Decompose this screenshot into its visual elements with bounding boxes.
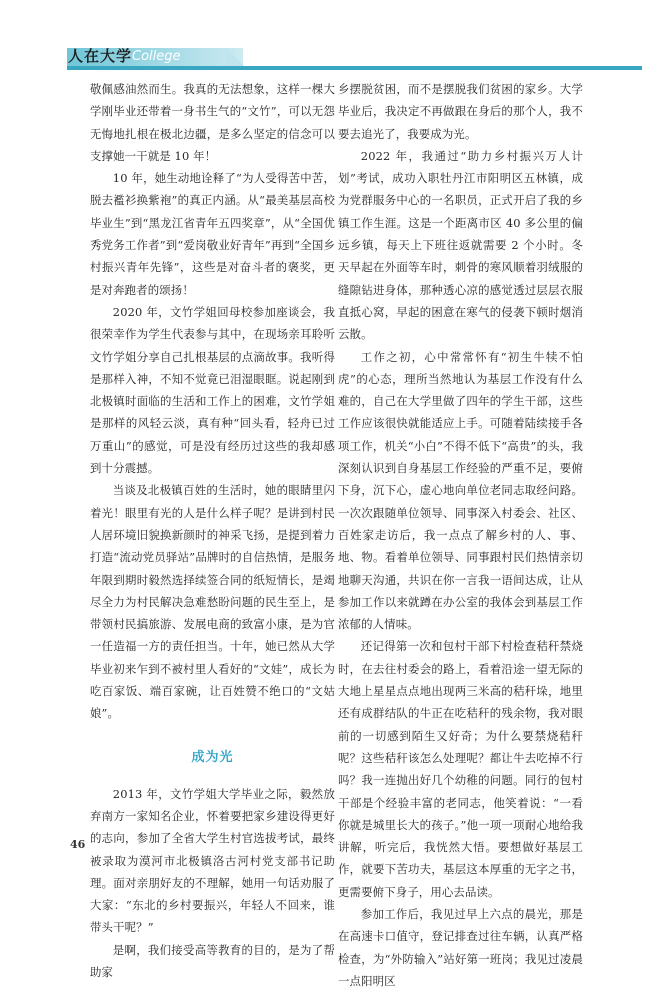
paragraph: 是啊，我们接受高等教育的目的，是为了帮助家 <box>90 942 335 979</box>
paragraph: 工作之初，心中常常怀有“初生牛犊不怕虎”的心态，理所当然地认为基层工作没有什么难的，自己在大学里做了四年的学生干部，这些工作应该很快就能适应上手。可随着陆续接手各项工作，机关“小白”不得不低下“高贵”的头，我深刻认识到自身基层工作经验的严重不足，要俯下身，沉下心，虚心地向单位老同志取经问路。一次次跟随单位领导、同事深入村委会、社区、百姓家走访后，我一点点了解乡村的人、事、地、物。看着单位领导、同事跟村民们热情亲切地聊天沟通，共识在你一言我一语间达成，让从参加工作以来就蹲在办公室的我体会到基层工作浓郁的人情味。 <box>338 349 583 632</box>
paragraph: 2020 年，文竹学姐回母校参加座谈会，我很荣幸作为学生代表参与其中，在现场亲耳聆听文竹学姐分享自己扎根基层的点滴故事。我听得是那样入神，不知不觉竟已泪湿眼眶。说起刚到北极镇时面临的生活和工作上的困难，文竹学姐是那样的风轻云淡，真有种“回头看，轻舟已过万重山”的感觉，可是没有经历过这些的我却感到十分震撼。 <box>90 304 335 476</box>
paragraph: 乡摆脱贫困，而不是摆脱我们贫困的家乡。大学毕业后，我决定不再做跟在身后的那个人，我不要去追光了，我要成为光。 <box>338 82 583 141</box>
right-column <box>338 78 583 992</box>
paragraph: 敬佩感油然而生。我真的无法想象，这样一棵大学刚毕业还带着一身书生气的“文竹”，可以无怨无悔地扎根在极北边疆，是多么坚定的信念可以支撑她一干就是 10 年！ <box>90 82 335 163</box>
paragraph: 当谈及北极镇百姓的生活时，她的眼睛里闪着光！眼里有光的人是什么样子呢？是讲到村民人居环境旧貌换新颜时的神采飞扬，是提到着力打造“流动党员驿站”品牌时的自信热情，是服务年限到期时毅然选择续签合同的纸短情长，是竭尽全力为村民解决急难愁盼问题的民生至上，是带领村民搞旅游、发展电商的致富小康，是为官一任造福一方的责任担当。十年，她已然从大学毕业初来乍到不被村里人看好的“文娃”，成长为吃百家饭、端百家碗，让百姓赞不绝口的“文姑娘”。 <box>90 483 335 721</box>
left-column <box>90 78 335 983</box>
paragraph: 10 年，她生动地诠释了“为人受得苦中苦，脱去襤衫换紫袍”的真正内涵。从“最美基层高校毕业生”到“黑龙江省青年五四奖章”，从“全国优秀党务工作者”到“爱岗敬业好青年”再到“全国乡村振兴青年先锋”，这些是对奋斗者的褒奖，更是对奔跑者的颂扬！ <box>90 171 335 297</box>
column-title: 人在大学 <box>68 47 133 65</box>
paragraph: 参加工作后，我见过早上六点的晨光，那是在高速卡口值守，登记排查过往车辆，认真严格检查，为“外防输入”站好第一班岗；我见过凌晨一点阳明区 <box>338 906 583 988</box>
paragraph: 2022 年，我通过“助力乡村振兴万人计划”考试，成功入职牡丹江市阳明区五林镇，成为党群服务中心的一名职员，正式开启了我的乡镇工作生涯。这是一个距离市区 40 多公里的偏远乡镇，每天上下班往返就需要 2 个小时。冬天早起在外面等车时，刺骨的寒风顺着羽绒服的缝隙钻进身体，那种透心凉的感觉透过层层衣服直抵心窝，早起的困意在寒气的侵袭下顿时烟消云散。 <box>338 148 583 342</box>
column-subtitle: College <box>132 49 181 64</box>
header-band-taper <box>226 48 244 66</box>
section-heading: 成为光 <box>191 749 234 765</box>
page-number: 46 <box>70 838 86 851</box>
page-header <box>0 44 649 72</box>
paragraph: 还记得第一次和包村干部下村检查秸秆禁烧时，在去往村委会的路上，看着沿途一望无际的大地上星星点点地出现两三米高的秸秆垛，地里还有成群结队的牛正在吃秸秆的残余物，我对眼前的一切感到陌生又好奇；为什么要禁烧秸秆呢？这些秸秆该怎么处理呢？都让牛去吃掉不行吗？我一连抛出好几个幼稚的问题。同行的包村干部是个经验丰富的老同志，他笑着说：“一看你就是城里长大的孩子。”他一项一项耐心地给我讲解，听完后，我恍然大悟。要想做好基层工作，就要下苦功夫，基层这本厚重的无字之书，更需要俯下身子，用心去品读。 <box>338 639 583 899</box>
paragraph: 2013 年，文竹学姐大学毕业之际，毅然放弃南方一家知名企业，怀着要把家乡建设得更好的志向，参加了全省大学生村官选拔考试，最终被录取为漠河市北极镇洛古河村党支部书记助理。面对亲朋好友的不理解，她用一句话劝服了大家：“东北的乡村要振兴，年轻人不回来，谁带头干呢？” <box>90 786 335 935</box>
